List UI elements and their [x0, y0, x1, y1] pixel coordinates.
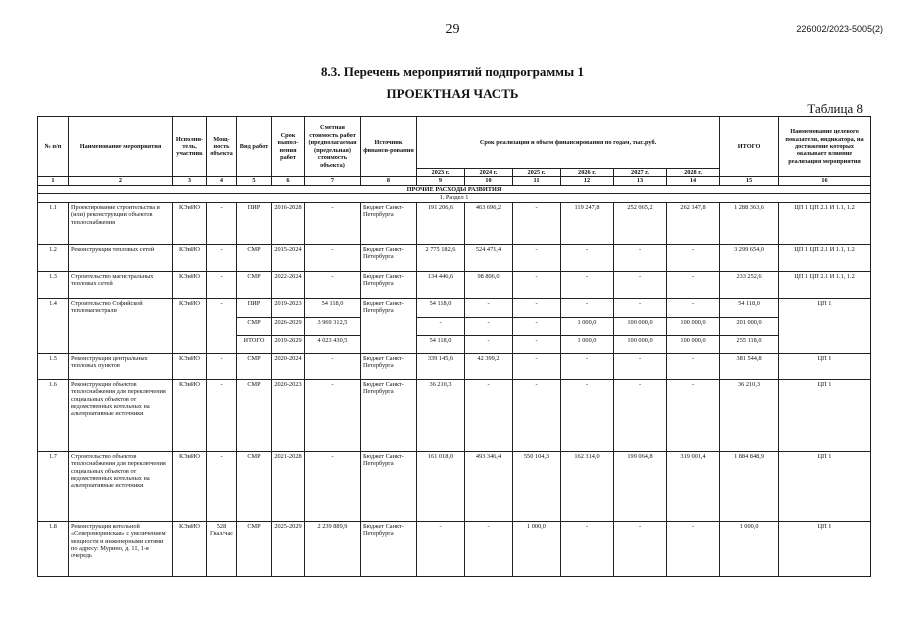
row-work: СМР: [237, 353, 272, 379]
row-y2026: -: [561, 244, 614, 271]
document-code: 226002/2023-5005(2): [796, 24, 883, 34]
col-number: 7: [305, 177, 361, 185]
year-2026: 2026 г.: [561, 169, 614, 177]
section-title: ПРОЧИЕ РАСХОДЫ РАЗВИТИЯ: [38, 185, 871, 193]
table-label: Таблица 8: [807, 101, 863, 116]
row-exec: КЭиИО: [173, 298, 207, 353]
row-total: 3 299 654,0: [720, 244, 779, 271]
row-work: ПИР: [237, 298, 272, 317]
row-power: -: [207, 379, 237, 451]
row-work: СМР: [237, 271, 272, 298]
col-number: 5: [237, 177, 272, 185]
row-name: Реконструкция центральных тепловых пунктов: [69, 353, 173, 379]
row-y2027: -: [614, 244, 667, 271]
row-y2025: -: [513, 271, 561, 298]
row-y2028: 100 000,0: [667, 335, 720, 353]
row-y2028: -: [667, 244, 720, 271]
row-term: 2025-2029: [272, 521, 305, 576]
row-num: 1.5: [38, 353, 69, 379]
row-power: -: [207, 451, 237, 521]
row-source: Бюджет Санкт-Петербурга: [361, 202, 417, 244]
row-y2026: -: [561, 271, 614, 298]
col-number: 9: [417, 177, 465, 185]
row-work: ИТОГО: [237, 335, 272, 353]
col-header-work: Вид работ: [237, 117, 272, 177]
row-total: 201 000,0: [720, 317, 779, 335]
table-row: [38, 271, 871, 298]
row-source: Бюджет Санкт-Петербурга: [361, 521, 417, 576]
row-y2023: -: [417, 521, 465, 576]
year-2027: 2027 г.: [614, 169, 667, 177]
column-numbers-row: [38, 177, 871, 185]
row-power: -: [207, 353, 237, 379]
row-indicator: ЦП 1: [779, 298, 871, 353]
col-number: 13: [614, 177, 667, 185]
row-y2025: -: [513, 202, 561, 244]
row-y2026: 1 000,0: [561, 335, 614, 353]
row-y2026: -: [561, 521, 614, 576]
row-name: Проектирование строительства и (или) реконструкции объектов теплоснабжения: [69, 202, 173, 244]
row-term: 2020-2024: [272, 353, 305, 379]
col-header-name: Наименование мероприятия: [69, 117, 173, 177]
row-y2026: 119 247,8: [561, 202, 614, 244]
row-total: 54 118,0: [720, 298, 779, 317]
row-num: 1.1: [38, 202, 69, 244]
row-y2024: 524 471,4: [465, 244, 513, 271]
row-total: 233 252,6: [720, 271, 779, 298]
row-y2023: 36 210,3: [417, 379, 465, 451]
row-y2028: -: [667, 271, 720, 298]
year-2023: 2023 г.: [417, 169, 465, 177]
row-total: 255 118,0: [720, 335, 779, 353]
subsection-row: [38, 194, 871, 202]
row-y2024: -: [465, 335, 513, 353]
row-indicator: ЦП 1: [779, 353, 871, 379]
row-term: 2021-2028: [272, 451, 305, 521]
row-y2026: 1 000,0: [561, 317, 614, 335]
row-y2027: -: [614, 521, 667, 576]
row-y2025: -: [513, 244, 561, 271]
row-work: СМР: [237, 244, 272, 271]
row-power: -: [207, 202, 237, 244]
row-y2024: 463 696,2: [465, 202, 513, 244]
row-num: 1.2: [38, 244, 69, 271]
row-total: 1 288 363,6: [720, 202, 779, 244]
row-y2023: 134 446,6: [417, 271, 465, 298]
row-y2023: 2 775 182,6: [417, 244, 465, 271]
col-number: 2: [69, 177, 173, 185]
table-row: [38, 244, 871, 271]
row-exec: КЭиИО: [173, 353, 207, 379]
row-y2027: 199 064,8: [614, 451, 667, 521]
row-indicator: ЦП 1 ЦП 2.1 И 1.1, 1.2: [779, 271, 871, 298]
subsection-title: 1. Раздел 1: [38, 194, 871, 202]
col-header-num: № п/п: [38, 117, 69, 177]
row-exec: КЭиИО: [173, 244, 207, 271]
section-row: [38, 185, 871, 193]
table-row: [38, 451, 871, 521]
row-y2027: 100 000,0: [614, 317, 667, 335]
row-cost: -: [305, 353, 361, 379]
row-source: Бюджет Санкт-Петербурга: [361, 298, 417, 353]
row-num: 1.4: [38, 298, 69, 353]
row-cost: 54 118,0: [305, 298, 361, 317]
row-source: Бюджет Санкт-Петербурга: [361, 353, 417, 379]
row-y2025: 1 000,0: [513, 521, 561, 576]
section-heading: 8.3. Перечень мероприятий подпрограммы 1: [321, 64, 584, 79]
row-y2026: 162 314,0: [561, 451, 614, 521]
row-y2026: -: [561, 298, 614, 317]
table-row: [38, 521, 871, 576]
col-number: 1: [38, 177, 69, 185]
row-name: Реконструкция котельной «Североморинская» с увеличением мощности и инженерными сетями по адресу: Мурино, д. 11, 1-я очередь: [69, 521, 173, 576]
col-number: 12: [561, 177, 614, 185]
row-y2025: -: [513, 298, 561, 317]
row-exec: КЭиИО: [173, 451, 207, 521]
row-indicator: ЦП 1 ЦП 2.1 И 1.1, 1.2: [779, 244, 871, 271]
year-2028: 2028 г.: [667, 169, 720, 177]
row-y2024: -: [465, 298, 513, 317]
row-cost: -: [305, 244, 361, 271]
row-source: Бюджет Санкт-Петербурга: [361, 271, 417, 298]
row-exec: КЭиИО: [173, 271, 207, 298]
header-row: [38, 117, 871, 169]
row-indicator: ЦП 1 ЦП 2.1 И 1.1, 1.2: [779, 202, 871, 244]
row-name: Строительство магистральных тепловых сетей: [69, 271, 173, 298]
col-header-total: ИТОГО: [720, 117, 779, 177]
year-2024: 2024 г.: [465, 169, 513, 177]
row-cost: -: [305, 379, 361, 451]
row-y2023: -: [417, 317, 465, 335]
col-number: 6: [272, 177, 305, 185]
table-row: [38, 202, 871, 244]
row-term: 2019-2029: [272, 335, 305, 353]
row-y2027: -: [614, 353, 667, 379]
col-number: 16: [779, 177, 871, 185]
col-header-term: Срок выпол-нения работ: [272, 117, 305, 177]
row-indicator: ЦП 1: [779, 521, 871, 576]
row-y2024: -: [465, 379, 513, 451]
row-power: -: [207, 271, 237, 298]
col-header-exec: Исполни-тель, участник: [173, 117, 207, 177]
row-cost: -: [305, 451, 361, 521]
col-header-period: Срок реализации и объем финансирования по годам, тыс.руб.: [417, 117, 720, 169]
row-source: Бюджет Санкт-Петербурга: [361, 244, 417, 271]
row-y2025: -: [513, 335, 561, 353]
table-row: [38, 298, 871, 317]
row-num: 1.8: [38, 521, 69, 576]
row-y2024: 493 346,4: [465, 451, 513, 521]
row-y2028: -: [667, 379, 720, 451]
row-exec: КЭиИО: [173, 379, 207, 451]
row-num: 1.3: [38, 271, 69, 298]
row-y2023: 339 145,6: [417, 353, 465, 379]
row-total: 36 210,3: [720, 379, 779, 451]
row-cost: 4 023 430,5: [305, 335, 361, 353]
col-number: 14: [667, 177, 720, 185]
row-y2024: -: [465, 521, 513, 576]
row-work: СМР: [237, 451, 272, 521]
col-header-source: Источник финанси-рования: [361, 117, 417, 177]
year-2025: 2025 г.: [513, 169, 561, 177]
col-number: 10: [465, 177, 513, 185]
row-y2027: 100 000,0: [614, 335, 667, 353]
row-cost: -: [305, 271, 361, 298]
row-y2028: 262 147,8: [667, 202, 720, 244]
row-y2024: -: [465, 317, 513, 335]
row-y2027: -: [614, 271, 667, 298]
row-y2026: -: [561, 353, 614, 379]
row-cost: 3 969 312,5: [305, 317, 361, 335]
row-indicator: ЦП 1: [779, 379, 871, 451]
col-header-indicator: Наименование целевого показателя, индикатора, на достижение которых оказывает влияние реализация мероприятия: [779, 117, 871, 177]
col-number: 3: [173, 177, 207, 185]
row-term: 2026-2029: [272, 317, 305, 335]
row-work: ПИР: [237, 202, 272, 244]
page-number: 29: [445, 22, 460, 37]
col-header-cost: Сметная стоимость работ (предполагаемая (предельная) стоимость объекта): [305, 117, 361, 177]
row-total: 1 884 848,9: [720, 451, 779, 521]
row-y2027: -: [614, 298, 667, 317]
table-row: [38, 379, 871, 451]
row-num: 1.7: [38, 451, 69, 521]
row-total: 381 544,8: [720, 353, 779, 379]
row-exec: КЭиИО: [173, 202, 207, 244]
row-y2025: -: [513, 379, 561, 451]
section-subheading: ПРОЕКТНАЯ ЧАСТЬ: [386, 86, 519, 101]
row-work: СМР: [237, 317, 272, 335]
row-y2028: -: [667, 353, 720, 379]
row-num: 1.6: [38, 379, 69, 451]
col-number: 4: [207, 177, 237, 185]
row-y2025: -: [513, 317, 561, 335]
row-source: Бюджет Санкт-Петербурга: [361, 451, 417, 521]
row-y2023: 54 118,0: [417, 298, 465, 317]
row-indicator: ЦП 1: [779, 451, 871, 521]
col-header-power: Мощ-ность объекта: [207, 117, 237, 177]
row-term: 2016-2028: [272, 202, 305, 244]
row-y2025: 550 104,3: [513, 451, 561, 521]
row-y2028: -: [667, 521, 720, 576]
row-term: 2015-2024: [272, 244, 305, 271]
row-y2023: 54 118,0: [417, 335, 465, 353]
row-y2023: 161 018,0: [417, 451, 465, 521]
row-total: 1 000,0: [720, 521, 779, 576]
row-power: -: [207, 298, 237, 353]
row-y2028: 100 000,0: [667, 317, 720, 335]
row-exec: КЭиИО: [173, 521, 207, 576]
measures-table: [37, 116, 871, 577]
row-name: Строительство Софийской тепломагистрали: [69, 298, 173, 353]
col-number: 15: [720, 177, 779, 185]
row-source: Бюджет Санкт-Петербурга: [361, 379, 417, 451]
col-number: 8: [361, 177, 417, 185]
row-cost: -: [305, 202, 361, 244]
row-y2024: 42 399,2: [465, 353, 513, 379]
row-term: 2020-2023: [272, 379, 305, 451]
row-power: 528 Гкал/час: [207, 521, 237, 576]
row-y2027: -: [614, 379, 667, 451]
row-work: СМР: [237, 379, 272, 451]
row-term: 2019-2023: [272, 298, 305, 317]
row-name: Реконструкция тепловых сетей: [69, 244, 173, 271]
row-y2028: -: [667, 298, 720, 317]
row-name: Строительство объектов теплоснабжения для переключения социальных объектов от ведомственных котельных на альтернативные источники: [69, 451, 173, 521]
row-y2027: 252 065,2: [614, 202, 667, 244]
row-term: 2022-2024: [272, 271, 305, 298]
row-y2028: 319 001,4: [667, 451, 720, 521]
table-row: [38, 353, 871, 379]
row-y2025: -: [513, 353, 561, 379]
row-work: СМР: [237, 521, 272, 576]
row-cost: 2 239 889,9: [305, 521, 361, 576]
col-number: 11: [513, 177, 561, 185]
row-power: -: [207, 244, 237, 271]
row-y2024: 98 806,0: [465, 271, 513, 298]
row-name: Реконструкция объектов теплоснабжения для переключения социальных объектов от ведомственных котельных на альтернативные источники: [69, 379, 173, 451]
row-y2023: 191 206,6: [417, 202, 465, 244]
row-y2026: -: [561, 379, 614, 451]
